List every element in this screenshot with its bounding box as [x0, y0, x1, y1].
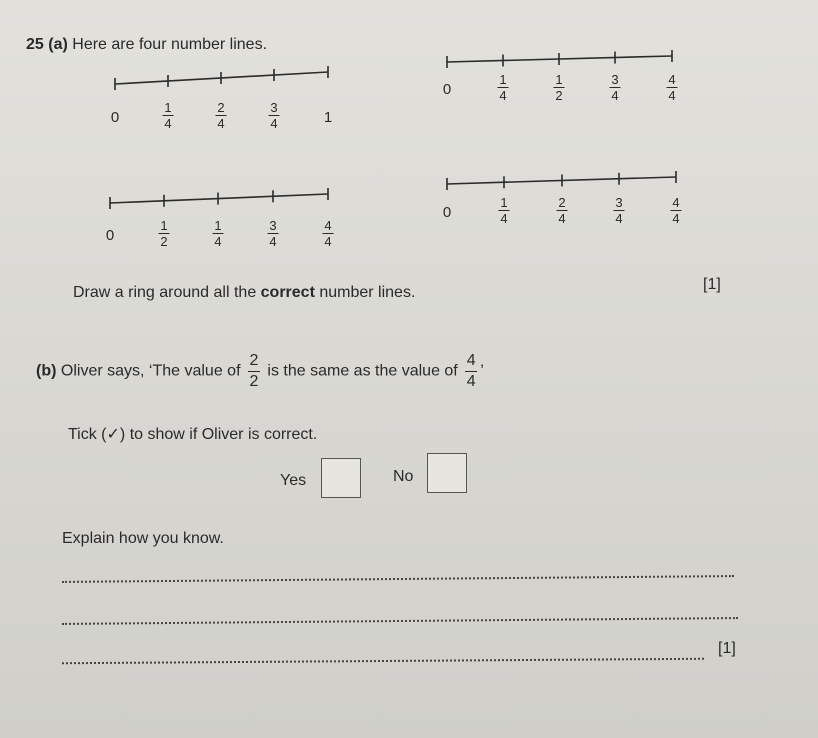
tick-label: $\frac{1}{4}$ — [499, 72, 507, 103]
tick-label: $\frac{3}{4}$ — [270, 100, 278, 131]
tick-label: $\frac{1}{4}$ — [164, 100, 172, 131]
tick-label: 1 — [323, 109, 333, 126]
oliver-statement: (b) Oliver says, ‘The value of $\frac{2}{2}$ is the same as the value of $\frac{4}{4}$ ’ — [36, 352, 484, 390]
number-line-axis — [447, 56, 672, 62]
part-a-label: (a) — [48, 36, 68, 53]
fraction-four-quarters: $\frac{4}{4}$ — [466, 352, 476, 390]
answer-line-3[interactable] — [62, 658, 704, 664]
answer-line-1[interactable] — [62, 575, 734, 583]
tick-label: $\frac{1}{2}$ — [555, 72, 563, 103]
number-line-axis — [115, 72, 328, 84]
tick-label: $\frac{1}{2}$ — [160, 218, 168, 249]
yes-checkbox[interactable] — [321, 458, 361, 498]
mark-a: [1] — [703, 276, 721, 293]
question-intro: Here are four number lines. — [72, 36, 268, 53]
tick-label: $\frac{1}{4}$ — [500, 195, 508, 226]
tick-instruction: Tick (✓) to show if Oliver is correct. — [68, 426, 318, 443]
question-number: 25 — [26, 36, 44, 53]
number-line-axis — [110, 194, 328, 203]
tick-label: 0 — [105, 227, 115, 244]
tick-label: $\frac{3}{4}$ — [611, 72, 619, 103]
tick-label: $\frac{3}{4}$ — [615, 195, 623, 226]
tick-label: $\frac{2}{4}$ — [217, 100, 225, 131]
instruction-a: Draw a ring around all the correct number lines. — [73, 284, 416, 301]
question-heading — [26, 36, 267, 54]
tick-label: 0 — [442, 81, 452, 98]
answer-line-2[interactable] — [62, 617, 738, 625]
tick-label: $\frac{3}{4}$ — [269, 218, 277, 249]
tick-label: $\frac{4}{4}$ — [668, 72, 676, 103]
tick-label: $\frac{4}{4}$ — [324, 218, 332, 249]
tick-label: $\frac{1}{4}$ — [214, 218, 222, 249]
yes-label: Yes — [280, 472, 307, 489]
number-line-axis — [447, 177, 676, 184]
tick-label: $\frac{4}{4}$ — [672, 195, 680, 226]
no-label: No — [393, 468, 414, 485]
mark-b: [1] — [718, 640, 736, 657]
tick-label: 0 — [442, 204, 452, 221]
tick-label: $\frac{2}{4}$ — [558, 195, 566, 226]
fraction-two-halves: $\frac{2}{2}$ — [249, 352, 259, 390]
no-checkbox[interactable] — [427, 453, 467, 493]
tick-label: 0 — [110, 109, 120, 126]
part-b-label: (b) — [36, 362, 57, 380]
explain-prompt: Explain how you know. — [62, 530, 224, 547]
